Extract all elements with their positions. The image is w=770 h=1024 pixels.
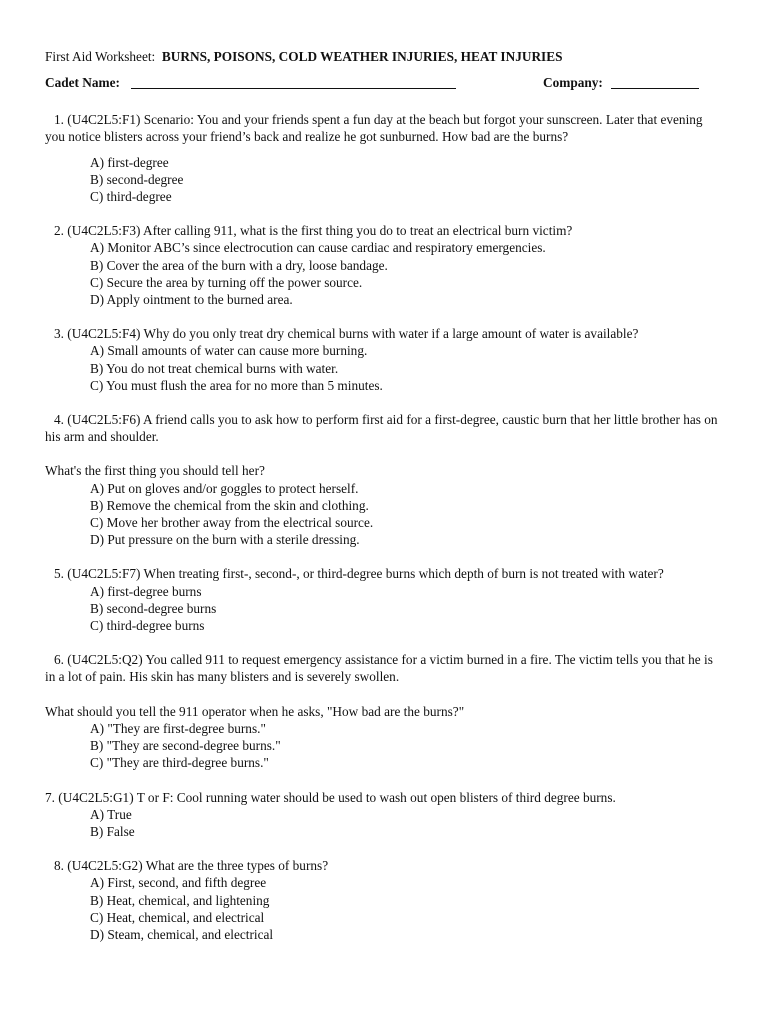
question-8-options — [45, 874, 725, 943]
option-item: B) Remove the chemical from the skin and clothing. — [90, 497, 369, 513]
question-7-options — [45, 806, 725, 840]
question-3-options — [45, 342, 725, 394]
question-6: 6. (U4C2L5:Q2) You called 911 to request emergency assistance for a victim burned in a fire. The victim tells you that he is in a lot of pain. His skin has many blisters and is severely swollen. — [45, 652, 713, 685]
option-item: A) Small amounts of water can cause more burning. — [90, 343, 368, 359]
question-2: 2. (U4C2L5:F3) After calling 911, what is the first thing you do to treat an electrical burn victim? — [54, 223, 573, 239]
worksheet-page — [45, 48, 725, 943]
company-field[interactable] — [611, 88, 699, 89]
question-6-followup: What should you tell the 911 operator when he asks, "How bad are the burns?" — [45, 703, 465, 719]
question-3: 3. (U4C2L5:F4) Why do you only treat dry chemical burns with water if a large amount of water is available? — [54, 326, 639, 342]
option-item: A) "They are first-degree burns." — [90, 720, 266, 736]
company-label: Company: — [543, 75, 603, 91]
question-7: 7. (U4C2L5:G1) T or F: Cool running water should be used to wash out open blisters of third degree burns. — [45, 789, 616, 805]
option-item: A) First, second, and fifth degree — [90, 875, 267, 891]
question-6-options — [45, 720, 725, 772]
question-5-options — [45, 583, 725, 635]
question-8: 8. (U4C2L5:G2) What are the three types of burns? — [54, 858, 329, 874]
option-item: C) Heat, chemical, and electrical — [90, 909, 265, 925]
option-item: B) "They are second-degree burns." — [90, 738, 281, 754]
question-1-options — [45, 154, 725, 206]
option-item: A) True — [90, 806, 132, 822]
option-item: A) first-degree burns — [90, 583, 202, 599]
cadet-name-field[interactable] — [131, 88, 456, 89]
option-item: B) second-degree — [90, 171, 184, 187]
option-item: D) Apply ointment to the burned area. — [90, 292, 293, 308]
question-4-followup: What's the first thing you should tell her? — [45, 463, 265, 479]
question-2-options — [45, 239, 725, 308]
option-item: A) first-degree — [90, 154, 169, 170]
title-topics: BURNS, POISONS, COLD WEATHER INJURIES, HEAT INJURIES — [161, 49, 563, 64]
option-item: D) Put pressure on the burn with a sterile dressing. — [90, 532, 360, 548]
option-item: C) "They are third-degree burns." — [90, 755, 269, 771]
option-item: B) Cover the area of the burn with a dry, loose bandage. — [90, 257, 388, 273]
worksheet-title — [45, 48, 725, 65]
cadet-name-label: Cadet Name: — [45, 75, 120, 91]
option-item: B) Heat, chemical, and lightening — [90, 892, 270, 908]
name-row — [45, 74, 725, 92]
option-item: C) Secure the area by turning off the power source. — [90, 274, 363, 290]
option-item: C) Move her brother away from the electrical source. — [90, 515, 374, 531]
option-item: C) third-degree — [90, 189, 172, 205]
option-item: B) False — [90, 823, 135, 839]
option-item: B) You do not treat chemical burns with water. — [90, 360, 339, 376]
option-item: A) Put on gloves and/or goggles to protect herself. — [90, 480, 359, 496]
question-1: 1. (U4C2L5:F1) Scenario: You and your friends spent a fun day at the beach but forgot your sunscreen. Later that evening you notice blisters across your friend’s back and realize he got sunburned. How bad are the burns? — [45, 112, 703, 145]
question-4-options — [45, 480, 725, 549]
option-item: D) Steam, chemical, and electrical — [90, 926, 274, 942]
option-item: B) second-degree burns — [90, 600, 217, 616]
question-4: 4. (U4C2L5:F6) A friend calls you to ask how to perform first aid for a first-degree, caustic burn that her little brother has on his arm and shoulder. — [45, 412, 718, 445]
option-item: A) Monitor ABC’s since electrocution can cause cardiac and respiratory emergencies. — [90, 240, 546, 256]
question-5: 5. (U4C2L5:F7) When treating first-, second-, or third-degree burns which depth of burn is not treated with water? — [54, 566, 664, 582]
option-item: C) You must flush the area for no more than 5 minutes. — [90, 377, 383, 393]
title-prefix: First Aid Worksheet: — [45, 49, 156, 64]
option-item: C) third-degree burns — [90, 618, 205, 634]
